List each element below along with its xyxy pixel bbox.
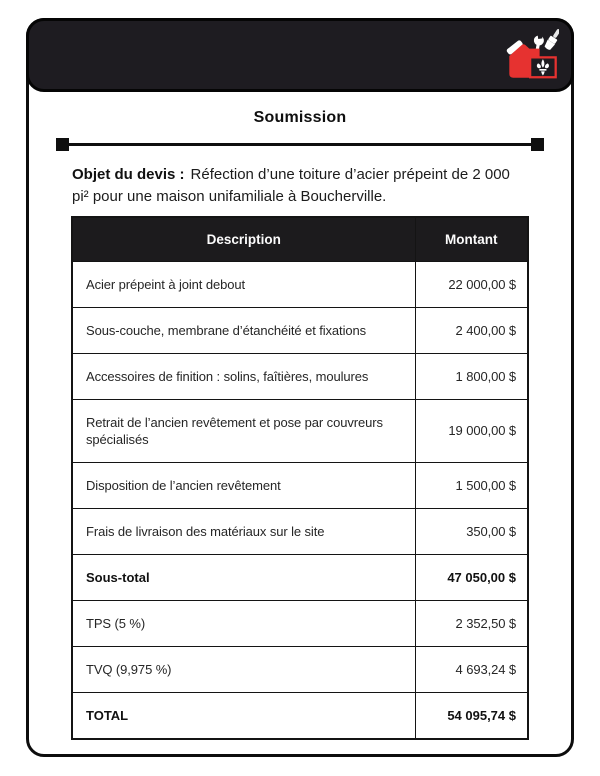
amount-cell: 2 352,50 $	[415, 600, 528, 646]
table-row	[72, 600, 528, 646]
description-cell: TOTAL	[72, 692, 415, 739]
quote-subject-text: Réfection d’une toiture d’acier prépeint de 2 000 pi² pour une maison unifamiliale à Boucherville.	[72, 166, 510, 205]
quote-subject-label: Objet du devis :	[72, 166, 185, 183]
description-cell: Sous-couche, membrane d’étanchéité et fixations	[72, 307, 415, 353]
amount-cell: 47 050,00 $	[415, 554, 528, 600]
description-cell: Disposition de l’ancien revêtement	[72, 462, 415, 508]
divider-line	[69, 143, 531, 146]
amount-cell: 54 095,74 $	[415, 692, 528, 739]
description-column-header: Description	[72, 217, 415, 261]
amount-cell: 2 400,00 $	[415, 307, 528, 353]
table-row	[72, 307, 528, 353]
table-row	[72, 261, 528, 307]
table-row	[72, 508, 528, 554]
divider-left-cap	[56, 138, 69, 151]
quote-table	[71, 216, 529, 740]
amount-column-header: Montant	[415, 217, 528, 261]
description-cell: TPS (5 %)	[72, 600, 415, 646]
page-title: Soumission	[253, 109, 347, 126]
description-cell: Acier prépeint à joint debout	[72, 261, 415, 307]
description-cell: Frais de livraison des matériaux sur le site	[72, 508, 415, 554]
description-cell: Retrait de l’ancien revêtement et pose par couvreurs spécialisés	[72, 399, 415, 462]
amount-cell: 19 000,00 $	[415, 399, 528, 462]
amount-cell: 350,00 $	[415, 508, 528, 554]
card-content	[29, 21, 571, 740]
toolbox-logo-icon	[506, 29, 559, 81]
paintbrush-icon	[543, 29, 559, 51]
table-row	[72, 646, 528, 692]
description-cell: Accessoires de finition : solins, faîtières, moulures	[72, 353, 415, 399]
quote-table-body	[72, 261, 528, 739]
description-cell: Sous-total	[72, 554, 415, 600]
table-row	[72, 462, 528, 508]
amount-cell: 1 500,00 $	[415, 462, 528, 508]
amount-cell: 22 000,00 $	[415, 261, 528, 307]
quote-card	[26, 18, 574, 757]
table-row	[72, 399, 528, 462]
amount-cell: 4 693,24 $	[415, 646, 528, 692]
table-header-row	[72, 217, 528, 261]
fleur-de-lis-icon	[530, 57, 556, 77]
table-row	[72, 554, 528, 600]
description-cell: TVQ (9,975 %)	[72, 646, 415, 692]
table-row	[72, 353, 528, 399]
divider-right-cap	[531, 138, 544, 151]
table-row	[72, 692, 528, 739]
quote-subject	[72, 164, 528, 208]
amount-cell: 1 800,00 $	[415, 353, 528, 399]
header-bar	[26, 18, 574, 92]
divider	[56, 138, 544, 151]
